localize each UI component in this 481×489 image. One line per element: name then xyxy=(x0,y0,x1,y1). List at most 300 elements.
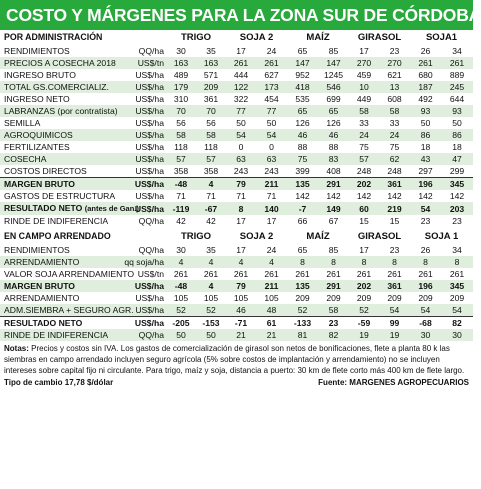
cell-value: 952 xyxy=(295,70,310,80)
cell-value: 75 xyxy=(287,153,318,165)
cell-value: 60 xyxy=(349,202,379,215)
cell-value: 361 xyxy=(203,94,219,104)
cell-value: 23 xyxy=(420,216,431,226)
cell-value: 358 xyxy=(166,165,196,178)
cell-value: 46 xyxy=(287,129,318,141)
cell-value: 50 xyxy=(266,118,277,128)
cell-value: 56 xyxy=(176,118,186,128)
row-unit: US$/ha xyxy=(135,293,164,303)
cell-value: 54 xyxy=(441,304,473,317)
cell-value: 261 xyxy=(256,57,287,69)
cell-value: 248 xyxy=(379,165,410,178)
row-label-suffix: (antes de Gan.) xyxy=(84,204,139,213)
cell-value: 54 xyxy=(410,202,441,215)
cell-value: 26 xyxy=(420,46,431,56)
cell-value: 142 xyxy=(387,191,402,201)
row-label-text: ARRENDAMIENTO xyxy=(4,293,80,303)
cell-value: 261 xyxy=(233,269,249,279)
table-row xyxy=(0,304,473,317)
table-header xyxy=(0,30,473,45)
cell-value: 65 xyxy=(297,46,308,56)
row-label-text: RENDIMIENTOS xyxy=(4,245,70,255)
cell-value: 261 xyxy=(410,57,441,69)
cell-value: 4 xyxy=(256,256,287,268)
row-label-text: INGRESO BRUTO xyxy=(4,70,76,80)
cell-value: -153 xyxy=(202,318,220,328)
table-administracion xyxy=(0,30,473,227)
cell-value: 399 xyxy=(287,165,318,178)
cell-value: 105 xyxy=(173,293,189,303)
cell-value: -67 xyxy=(196,202,226,215)
cell-value: 571 xyxy=(203,70,219,80)
cell-value: 82 xyxy=(452,318,462,328)
crop-header-soja1: SOJA1 xyxy=(425,32,458,43)
row-label xyxy=(0,69,120,81)
cell-value: 261 xyxy=(264,269,279,279)
cell-value: 81 xyxy=(287,329,318,341)
row-label xyxy=(0,165,120,178)
row-unit: qq soja/ha xyxy=(120,256,166,268)
cell-value: 203 xyxy=(441,202,473,215)
cell-value: 58 xyxy=(379,105,410,117)
cell-value: 30 xyxy=(410,329,441,341)
cell-value: 24 xyxy=(266,245,277,255)
cell-value: 4 xyxy=(196,178,226,191)
row-label-text: LABRANZAS (por contratista) xyxy=(4,106,118,116)
crop-header-girasol: GIRASOL xyxy=(357,32,402,43)
cell-value: 122 xyxy=(226,81,256,93)
row-label xyxy=(0,256,120,268)
cell-value: 1245 xyxy=(323,70,344,80)
cell-value: 17 xyxy=(359,46,369,56)
cell-value: 261 xyxy=(418,269,433,279)
cell-value: 15 xyxy=(389,216,400,226)
cell-value: 209 xyxy=(387,293,402,303)
cell-value: 261 xyxy=(356,269,372,279)
row-unit: US$/ha xyxy=(135,191,164,201)
table-row xyxy=(0,244,473,256)
cell-value: 261 xyxy=(326,269,341,279)
cell-value: 26 xyxy=(420,245,431,255)
cell-value: -119 xyxy=(166,202,196,215)
cell-value: 163 xyxy=(166,57,196,69)
cell-value: 71 xyxy=(176,191,186,201)
cell-value: 24 xyxy=(379,129,410,141)
row-unit: US$/ha xyxy=(120,105,166,117)
cell-value: 52 xyxy=(287,304,318,317)
row-unit: QQ/ha xyxy=(138,245,164,255)
cell-value: 23 xyxy=(389,245,400,255)
cell-value: 30 xyxy=(441,329,473,341)
cell-value: 142 xyxy=(295,191,310,201)
row-unit: US$/tn xyxy=(137,269,164,279)
cell-value: 8 xyxy=(410,256,441,268)
row-label xyxy=(0,190,120,202)
cell-value: 291 xyxy=(318,280,349,292)
cell-value: -48 xyxy=(166,280,196,292)
cell-value: 65 xyxy=(318,105,349,117)
cell-value: 52 xyxy=(166,304,196,317)
cell-value: 105 xyxy=(233,293,249,303)
notes-prefix: Notas: xyxy=(4,344,29,353)
row-unit: US$/ha xyxy=(135,118,164,128)
cell-value: 75 xyxy=(359,142,369,152)
cell-value: 54 xyxy=(226,129,256,141)
cell-value: 140 xyxy=(256,202,287,215)
cell-value: 245 xyxy=(441,81,473,93)
cell-value: 535 xyxy=(295,94,310,104)
cell-value: 52 xyxy=(196,304,226,317)
cell-value: 24 xyxy=(349,129,379,141)
cell-value: 546 xyxy=(318,81,349,93)
cell-value: 77 xyxy=(226,105,256,117)
row-label xyxy=(0,153,120,165)
cell-value: 71 xyxy=(236,191,246,201)
cell-value: 361 xyxy=(379,178,410,191)
cell-value: 70 xyxy=(166,105,196,117)
table-row xyxy=(0,202,473,215)
cell-value: 17 xyxy=(236,245,246,255)
cell-value: 93 xyxy=(441,105,473,117)
cell-value: 18 xyxy=(420,142,431,152)
cell-value: 58 xyxy=(318,304,349,317)
row-label xyxy=(0,215,120,227)
row-label-text: RESULTADO NETO xyxy=(4,203,83,213)
cell-value: 0 xyxy=(269,142,274,152)
cell-value: 35 xyxy=(206,245,216,255)
table-row xyxy=(0,117,473,129)
cell-value: 361 xyxy=(379,280,410,292)
table-row xyxy=(0,105,473,117)
cell-value: 243 xyxy=(226,165,256,178)
crop-header-maiz: MAÍZ xyxy=(306,32,330,43)
cell-value: 492 xyxy=(418,94,433,104)
table-row xyxy=(0,57,473,69)
cell-value: 18 xyxy=(452,142,462,152)
cell-value: 56 xyxy=(206,118,216,128)
cell-value: 345 xyxy=(441,178,473,191)
cell-value: 4 xyxy=(196,256,226,268)
cell-value: 17 xyxy=(359,245,369,255)
cell-value: 699 xyxy=(326,94,341,104)
table-row xyxy=(0,317,473,330)
crop-header-trigo: TRIGO xyxy=(180,231,212,242)
cell-value: 19 xyxy=(349,329,379,341)
cell-value: -68 xyxy=(419,318,432,328)
cell-value: 65 xyxy=(297,245,308,255)
cell-value: 24 xyxy=(266,46,277,56)
row-unit: US$/ha xyxy=(120,202,166,215)
cell-value: 23 xyxy=(452,216,462,226)
cell-value: 30 xyxy=(176,46,186,56)
cell-value: 8 xyxy=(287,256,318,268)
cell-value: 179 xyxy=(166,81,196,93)
row-label-text: RESULTADO NETO xyxy=(4,318,83,328)
cell-value: 105 xyxy=(264,293,279,303)
cell-value: 608 xyxy=(387,94,402,104)
row-unit: US$/ha xyxy=(120,178,166,191)
cell-value: 71 xyxy=(206,191,216,201)
cell-value: 142 xyxy=(326,191,341,201)
row-label xyxy=(0,292,120,304)
cell-value: 46 xyxy=(318,129,349,141)
cell-value: 88 xyxy=(328,142,339,152)
notes xyxy=(0,341,473,388)
cell-value: 77 xyxy=(256,105,287,117)
row-label-text: RINDE DE INDIFERENCIA xyxy=(4,216,109,226)
cell-value: 50 xyxy=(452,118,462,128)
table-row xyxy=(0,215,473,227)
cell-value: 261 xyxy=(173,269,189,279)
row-label-text: COSECHA xyxy=(4,154,47,164)
row-label-text: TOTAL GS.COMERCIALIZ. xyxy=(4,82,109,92)
cell-value: 42 xyxy=(206,216,216,226)
row-label-text: RINDE DE INDIFERENCIA xyxy=(4,330,109,340)
cell-value: 52 xyxy=(349,304,379,317)
cell-value: 345 xyxy=(441,280,473,292)
row-label xyxy=(0,57,120,69)
cell-value: -205 xyxy=(172,318,190,328)
cell-value: 71 xyxy=(266,191,277,201)
cell-value: 63 xyxy=(256,153,287,165)
cell-value: 8 xyxy=(226,202,256,215)
cell-value: 50 xyxy=(420,118,431,128)
cell-value: -48 xyxy=(166,178,196,191)
cell-value: 196 xyxy=(410,178,441,191)
cell-value: 48 xyxy=(256,304,287,317)
notes-text: Precios y costos sin IVA. Los gastos de comercialización de girasol son netos de bonificaciones, flete a planta 80 k las siembras en campo arrendado incluyen seguro agrícola (5% sobre costos de implantación y arrendamiento) no se incluyen intereses sobre capital fijo ni circulante. Para trigo, maíz y soja, distancia a puerto: 30 km de flete corto más 400 km de flete largo. xyxy=(4,344,465,376)
row-unit: US$/ha xyxy=(135,94,164,104)
cell-value: 21 xyxy=(226,329,256,341)
cell-value: 147 xyxy=(318,57,349,69)
row-label xyxy=(0,129,120,141)
row-unit: QQ/ha xyxy=(138,216,164,226)
cell-value: 261 xyxy=(449,269,465,279)
table-row xyxy=(0,93,473,105)
row-label-text: FERTILIZANTES xyxy=(4,142,70,152)
cell-value: 126 xyxy=(295,118,310,128)
cell-value: 57 xyxy=(196,153,226,165)
crop-header-soja-1: SOJA 1 xyxy=(424,231,459,242)
cell-value: 209 xyxy=(418,293,433,303)
cell-value: 261 xyxy=(203,269,219,279)
row-unit: QQ/ha xyxy=(138,46,164,56)
cell-value: 4 xyxy=(196,280,226,292)
cell-value: 209 xyxy=(326,293,341,303)
cell-value: 209 xyxy=(295,293,310,303)
cell-value: 61 xyxy=(266,318,277,328)
row-unit: QQ/ha xyxy=(120,329,166,341)
cell-value: 196 xyxy=(410,280,441,292)
cell-value: 135 xyxy=(287,280,318,292)
cell-value: 135 xyxy=(287,178,318,191)
cell-value: 15 xyxy=(359,216,369,226)
cell-value: 209 xyxy=(196,81,226,93)
cell-value: 57 xyxy=(166,153,196,165)
cell-value: 644 xyxy=(449,94,465,104)
row-label xyxy=(0,45,120,57)
cell-value: 8 xyxy=(318,256,349,268)
table-row xyxy=(0,81,473,93)
row-label-text: ADM.SIEMBRA + SEGURO AGR. xyxy=(4,305,134,315)
table-row xyxy=(0,256,473,268)
cell-value: 299 xyxy=(441,165,473,178)
table-header xyxy=(0,229,473,244)
cell-value: 889 xyxy=(449,70,465,80)
cell-value: 261 xyxy=(387,269,402,279)
cell-value: 13 xyxy=(379,81,410,93)
row-label xyxy=(0,304,134,317)
row-unit: US$/ha xyxy=(120,129,166,141)
cell-value: 147 xyxy=(287,57,318,69)
cell-value: 187 xyxy=(410,81,441,93)
row-unit: US$/ha xyxy=(134,318,164,328)
cell-value: 621 xyxy=(387,70,402,80)
row-unit: US$/ha xyxy=(120,81,166,93)
cell-value: 33 xyxy=(359,118,369,128)
table-row xyxy=(0,329,473,341)
cell-value: -133 xyxy=(293,318,312,328)
row-label xyxy=(0,280,120,292)
row-label xyxy=(0,93,120,105)
cell-value: 261 xyxy=(226,57,256,69)
cell-value: 17 xyxy=(236,216,246,226)
cell-value: 444 xyxy=(233,70,249,80)
cell-value: 58 xyxy=(349,105,379,117)
row-label xyxy=(0,105,120,117)
cell-value: 66 xyxy=(297,216,308,226)
cell-value: 93 xyxy=(410,105,441,117)
cell-value: 85 xyxy=(328,46,339,56)
cell-value: 270 xyxy=(349,57,379,69)
cell-value: 30 xyxy=(176,245,186,255)
cell-value: 50 xyxy=(166,329,196,341)
table-row xyxy=(0,45,473,57)
row-label-text: MARGEN BRUTO xyxy=(4,179,75,189)
section-title: POR ADMINISTRACIÓN xyxy=(4,32,103,42)
cell-value: 17 xyxy=(236,46,246,56)
page-title: COSTO Y MÁRGENES PARA LA ZONA SUR DE CÓRDOBA xyxy=(0,0,473,30)
row-label-text: PRECIOS A COSECHA 2018 xyxy=(4,58,116,68)
cell-value: 489 xyxy=(173,70,189,80)
cell-value: 4 xyxy=(166,256,196,268)
cell-value: 322 xyxy=(233,94,249,104)
cell-value: 219 xyxy=(379,202,410,215)
cell-value: 35 xyxy=(206,46,216,56)
cell-value: 454 xyxy=(264,94,279,104)
cell-value: 88 xyxy=(297,142,308,152)
cell-value: 211 xyxy=(256,178,287,191)
cell-value: 8 xyxy=(349,256,379,268)
cell-value: 50 xyxy=(236,118,246,128)
cell-value: 627 xyxy=(264,70,279,80)
cell-value: -7 xyxy=(287,202,318,215)
cell-value: 67 xyxy=(328,216,339,226)
cell-value: 54 xyxy=(410,304,441,317)
cell-value: 17 xyxy=(266,216,277,226)
crop-header-trigo: TRIGO xyxy=(180,32,212,43)
cell-value: 408 xyxy=(318,165,349,178)
row-unit: US$/ha xyxy=(120,280,166,292)
cell-value: 23 xyxy=(389,46,400,56)
table-row xyxy=(0,165,473,178)
cell-value: 118 xyxy=(174,142,188,152)
row-label xyxy=(0,244,120,256)
cell-value: 50 xyxy=(196,329,226,341)
cell-value: 0 xyxy=(238,142,244,152)
cell-value: 202 xyxy=(349,178,379,191)
cell-value: 297 xyxy=(410,165,441,178)
cell-value: 99 xyxy=(389,318,400,328)
cell-value: 79 xyxy=(226,280,256,292)
row-label-text: VALOR SOJA ARRENDAMIENTO xyxy=(4,269,135,279)
row-label xyxy=(0,317,120,330)
cell-value: 21 xyxy=(256,329,287,341)
cell-value: 173 xyxy=(256,81,287,93)
cell-value: 4 xyxy=(226,256,256,268)
cell-value: -59 xyxy=(357,318,371,328)
cell-value: 23 xyxy=(328,318,339,328)
exchange-rate: Tipo de cambio 17,78 $/dólar xyxy=(4,377,114,387)
row-label-text: INGRESO NETO xyxy=(4,94,70,104)
cell-value: 261 xyxy=(441,57,473,69)
table-row xyxy=(0,153,473,165)
cell-value: 680 xyxy=(418,70,433,80)
cell-value: 310 xyxy=(173,94,189,104)
cell-value: 418 xyxy=(287,81,318,93)
row-label xyxy=(0,81,120,93)
row-label-text: GASTOS DE ESTRUCTURA xyxy=(4,191,116,201)
cell-value: 47 xyxy=(441,153,473,165)
row-unit: US$/ha xyxy=(120,165,166,178)
cell-value: 118 xyxy=(204,142,218,152)
row-unit: US$/ha xyxy=(120,304,166,317)
cell-value: 34 xyxy=(452,46,462,56)
table-row xyxy=(0,129,473,141)
row-label-text: SEMILLA xyxy=(4,118,41,128)
cell-value: 42 xyxy=(176,216,186,226)
crop-header-soja-2: SOJA 2 xyxy=(239,231,274,242)
cell-value: 19 xyxy=(379,329,410,341)
crop-header-girasol: GIRASOL xyxy=(357,231,402,242)
source-credit: Fuente: MARGENES AGROPECUARIOS xyxy=(318,377,469,387)
row-label-text: MARGEN BRUTO xyxy=(4,281,75,291)
crop-header-soja-2: SOJA 2 xyxy=(239,32,274,43)
cell-value: 34 xyxy=(452,245,462,255)
row-label xyxy=(0,178,120,191)
cell-value: 163 xyxy=(196,57,226,69)
cell-value: 63 xyxy=(226,153,256,165)
cell-value: 8 xyxy=(379,256,410,268)
cell-value: 243 xyxy=(256,165,287,178)
table-row xyxy=(0,178,473,191)
row-label xyxy=(0,268,135,280)
cell-value: 142 xyxy=(449,191,465,201)
table-row xyxy=(0,292,473,304)
cell-value: 105 xyxy=(203,293,219,303)
row-label-text: COSTOS DIRECTOS xyxy=(4,166,87,176)
table-row xyxy=(0,268,473,280)
row-label-text: RENDIMIENTOS xyxy=(4,46,70,56)
crop-header-maiz: MAÍZ xyxy=(306,231,330,242)
table-row xyxy=(0,190,473,202)
row-label-text: ARRENDAMIENTO xyxy=(4,257,80,267)
row-label xyxy=(0,202,139,215)
cell-value: 62 xyxy=(379,153,410,165)
cell-value: 211 xyxy=(256,280,287,292)
cell-value: 358 xyxy=(196,165,226,178)
cell-value: 142 xyxy=(418,191,433,201)
